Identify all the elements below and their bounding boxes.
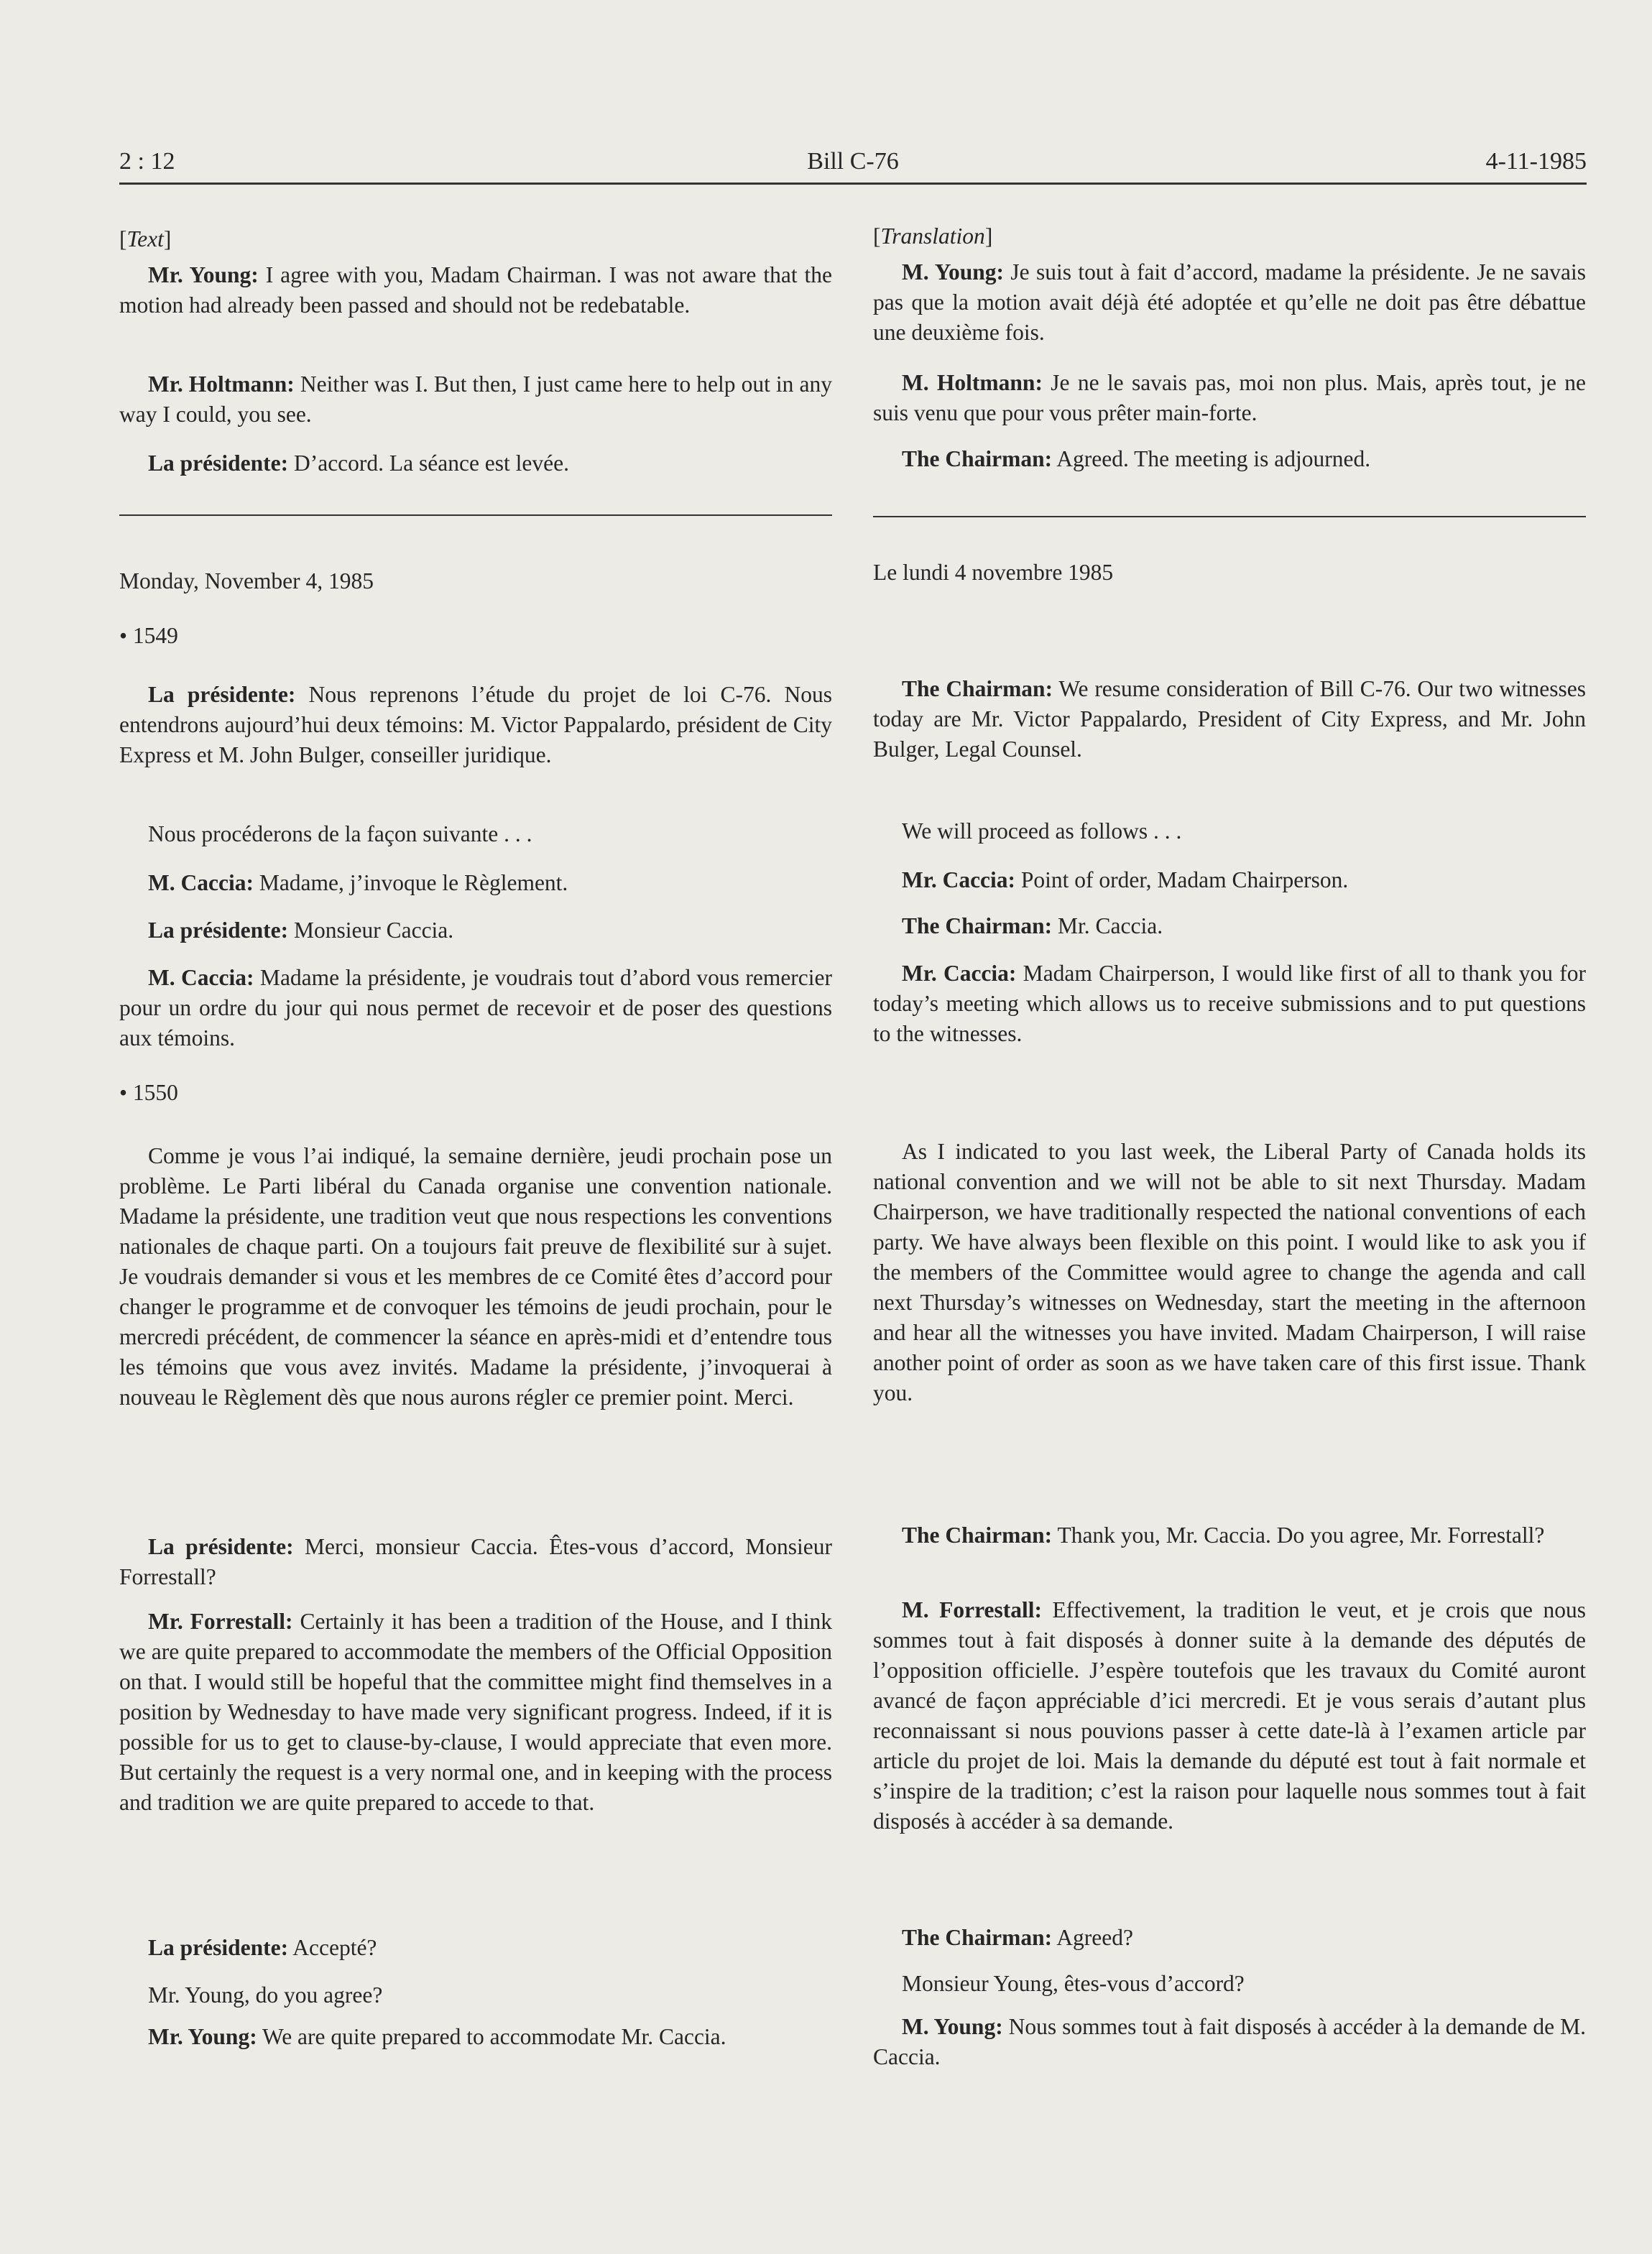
- transcript-entry: [119, 369, 832, 430]
- section-divider: [119, 514, 832, 516]
- transcript-entry: [873, 1923, 1586, 1953]
- entry-text: We are quite prepared to accommodate Mr. Caccia.: [257, 2024, 726, 2049]
- transcript-entry: [873, 1595, 1586, 1837]
- entry-text: I agree with you, Madam Chairman. I was not aware that the motion had already been passed and should not be redebatable.: [119, 262, 833, 318]
- transcript-entry: [119, 1607, 832, 1818]
- speaker-name: The Chairman:: [902, 913, 1053, 938]
- bill-title: Bill C-76: [807, 148, 899, 175]
- entry-text: Je ne le savais pas, moi non plus. Mais, après tout, je ne suis venu que pour vous prêter main-forte.: [873, 370, 1586, 425]
- speaker-name: The Chairman:: [902, 1925, 1053, 1950]
- entry-text: Agreed. The meeting is adjourned.: [1052, 446, 1371, 471]
- entry-text: Nous procéderons de la façon suivante . . .: [148, 821, 532, 846]
- speaker-name: La présidente:: [148, 451, 289, 476]
- speaker-name: M. Young:: [902, 2014, 1003, 2039]
- right-column: [873, 0, 1586, 2254]
- entry-text: Madame la présidente, je voudrais tout d’abord vous remercier pour un ordre du jour qui nous permet de recevoir et de poser des questions aux témoins.: [119, 965, 833, 1050]
- entry-text: Certainly it has been a tradition of the House, and I think we are quite prepared to accommodate the members of the Official Opposition on that. I would still be hopeful that the committee might find themselves in a position by Wednesday to have made very significant progress. Indeed, if it is possible for us to get to clause-by-clause, I would appreciate that even more. But certainly the request is a very normal one, and in keeping with the process and tradition we are quite prepared to accede to that.: [119, 1609, 832, 1815]
- entry-text: Nous sommes tout à fait disposés à accéder à la demande de M. Caccia.: [873, 2014, 1586, 2069]
- speaker-name: M. Forrestall:: [902, 1597, 1042, 1622]
- transcript-entry: [119, 1980, 832, 2010]
- entry-text: Monsieur Young, êtes-vous d’accord?: [902, 1971, 1245, 1996]
- time-marker: • 1550: [119, 1080, 178, 1105]
- label-open-bracket: [: [873, 223, 881, 249]
- transcript-entry: [873, 2012, 1586, 2072]
- transcript-entry: [873, 911, 1586, 941]
- speaker-name: The Chairman:: [902, 676, 1053, 701]
- transcript-entry: [119, 868, 832, 898]
- entry-text: We will proceed as follows . . .: [902, 818, 1182, 844]
- translation-label: [873, 221, 1586, 251]
- speaker-name: Mr. Young:: [148, 2024, 257, 2049]
- speaker-name: M. Holtmann:: [902, 370, 1043, 395]
- transcript-entry: [119, 1532, 832, 1592]
- text-label: [119, 224, 832, 254]
- entry-text: As I indicated to you last week, the Liberal Party of Canada holds its national convention and we will not be able to sit next Thursday. Madam Chairperson, we have traditionally respected the national conventions of each party. We have always been flexible on this point. I would like to ask you if the members of the Committee would agree to change the agenda and call next Thursday’s witnesses on Wednesday, start the meeting in the afternoon and hear all the witnesses you have invited. Madam Chairperson, I will raise another point of order as soon as we have taken care of this first issue. Thank you.: [873, 1139, 1586, 1405]
- transcript-entry: [873, 257, 1586, 348]
- label-text: Text: [126, 226, 164, 251]
- speaker-name: La présidente:: [148, 682, 296, 707]
- transcript-entry: [873, 1137, 1586, 1408]
- entry-text: Mr. Caccia.: [1052, 913, 1163, 938]
- transcript-entry: [119, 680, 832, 770]
- transcript-entry: [873, 816, 1586, 846]
- entry-text: Point of order, Madam Chairperson.: [1015, 867, 1349, 892]
- label-text: Translation: [880, 223, 985, 249]
- header-date: 4-11-1985: [1485, 148, 1587, 175]
- entry-text: Accepté?: [288, 1935, 377, 1960]
- label-close-bracket: ]: [163, 226, 172, 251]
- entry-text: Monsieur Caccia.: [288, 918, 454, 943]
- entry-text: Madam Chairperson, I would like first of all to thank you for today’s meeting which allows us to receive submissions and to put questions to the witnesses.: [873, 961, 1587, 1046]
- transcript-entry: [119, 1933, 832, 1963]
- label-open-bracket: [: [119, 226, 127, 251]
- speaker-name: La présidente:: [148, 1935, 289, 1960]
- speaker-name: Mr. Caccia:: [902, 867, 1016, 892]
- transcript-entry: [873, 674, 1586, 765]
- label-close-bracket: ]: [984, 223, 993, 249]
- speaker-name: La présidente:: [148, 918, 289, 943]
- entry-text: Mr. Young, do you agree?: [148, 1982, 383, 2008]
- transcript-entry: [119, 2022, 832, 2052]
- entry-text: Je suis tout à fait d’accord, madame la présidente. Je ne savais pas que la motion avait déjà été adoptée et qu’elle ne doit pas être débattue une deuxième fois.: [873, 259, 1586, 345]
- speaker-name: Mr. Forrestall:: [148, 1609, 293, 1634]
- speaker-name: La présidente:: [148, 1534, 294, 1559]
- entry-text: Madame, j’invoque le Règlement.: [253, 870, 568, 895]
- transcript-entry: [873, 444, 1586, 474]
- transcript-entry: [119, 260, 832, 320]
- speaker-name: M. Caccia:: [148, 965, 254, 990]
- entry-text: Effectivement, la tradition le veut, et je crois que nous sommes tout à fait disposés à donner suite à la demande des députés de l’opposition officielle. J’espère toutefois que les travaux du Comité auront avancé de façon appréciable d’ici mercredi. Et je vous serais d’autant plus reconnaissant si nous pouvions passer à cette date-là à l’examen article par article du projet de loi. Mais la demande du député est tout à fait normale et s’inspire de la tradition; c’est la raison pour laquelle nous sommes tout à fait disposés à accéder à sa demande.: [873, 1597, 1586, 1834]
- speaker-name: The Chairman:: [902, 1523, 1053, 1548]
- entry-text: Agreed?: [1052, 1925, 1133, 1950]
- section-divider: [873, 516, 1586, 517]
- entry-text: Nous reprenons l’étude du projet de loi C-76. Nous entendrons aujourd’hui deux témoins: M. Victor Pappalardo, président de City Express et M. John Bulger, conseiller juridique.: [119, 682, 832, 767]
- entry-text: D’accord. La séance est levée.: [288, 451, 569, 476]
- transcript-entry: [119, 963, 832, 1053]
- speaker-name: Mr. Caccia:: [902, 961, 1017, 986]
- transcript-entry: [873, 1969, 1586, 1999]
- speaker-name: The Chairman:: [902, 446, 1053, 471]
- speaker-name: Mr. Young:: [148, 262, 259, 287]
- transcript-entry: [873, 865, 1586, 895]
- entry-text: Thank you, Mr. Caccia. Do you agree, Mr. Forrestall?: [1052, 1523, 1545, 1548]
- speaker-name: M. Caccia:: [148, 870, 254, 895]
- left-column: [119, 0, 832, 2254]
- page-number: 2 : 12: [119, 148, 175, 175]
- entry-text: Neither was I. But then, I just came here to help out in any way I could, you see.: [119, 371, 832, 427]
- sitting-date: Monday, November 4, 1985: [119, 568, 374, 593]
- transcript-entry: [873, 959, 1586, 1049]
- sitting-date: Le lundi 4 novembre 1985: [873, 560, 1114, 585]
- transcript-entry: [119, 819, 832, 849]
- transcript-entry: [873, 368, 1586, 428]
- transcript-entry: [119, 1141, 832, 1413]
- entry-text: Merci, monsieur Caccia. Êtes-vous d’accord, Monsieur Forrestall?: [119, 1534, 832, 1589]
- entry-text: Comme je vous l’ai indiqué, la semaine dernière, jeudi prochain pose un problème. Le Parti libéral du Canada organise une convention nationale. Madame la présidente, une tradition veut que nous respections les conventions nationales de chaque parti. On a toujours fait preuve de flexibilité sur à sujet. Je voudrais demander si vous et les membres de ce Comité êtes d’accord pour changer le programme et de convoquer les témoins de jeudi prochain, pour le mercredi précédent, de commencer la séance en après-midi et d’entendre tous les témoins que vous avez invités. Madame la présidente, j’invoquerai à nouveau le Règlement dès que nous aurons régler ce premier point. Merci.: [119, 1143, 832, 1410]
- transcript-entry: [873, 1520, 1586, 1551]
- speaker-name: Mr. Holtmann:: [148, 371, 295, 397]
- time-marker: • 1549: [119, 623, 178, 648]
- speaker-name: M. Young:: [902, 259, 1005, 285]
- transcript-entry: [119, 915, 832, 946]
- entry-text: We resume consideration of Bill C-76. Our two witnesses today are Mr. Victor Pappalardo, President of City Express, and Mr. John Bulger, Legal Counsel.: [873, 676, 1587, 762]
- transcript-entry: [119, 448, 832, 479]
